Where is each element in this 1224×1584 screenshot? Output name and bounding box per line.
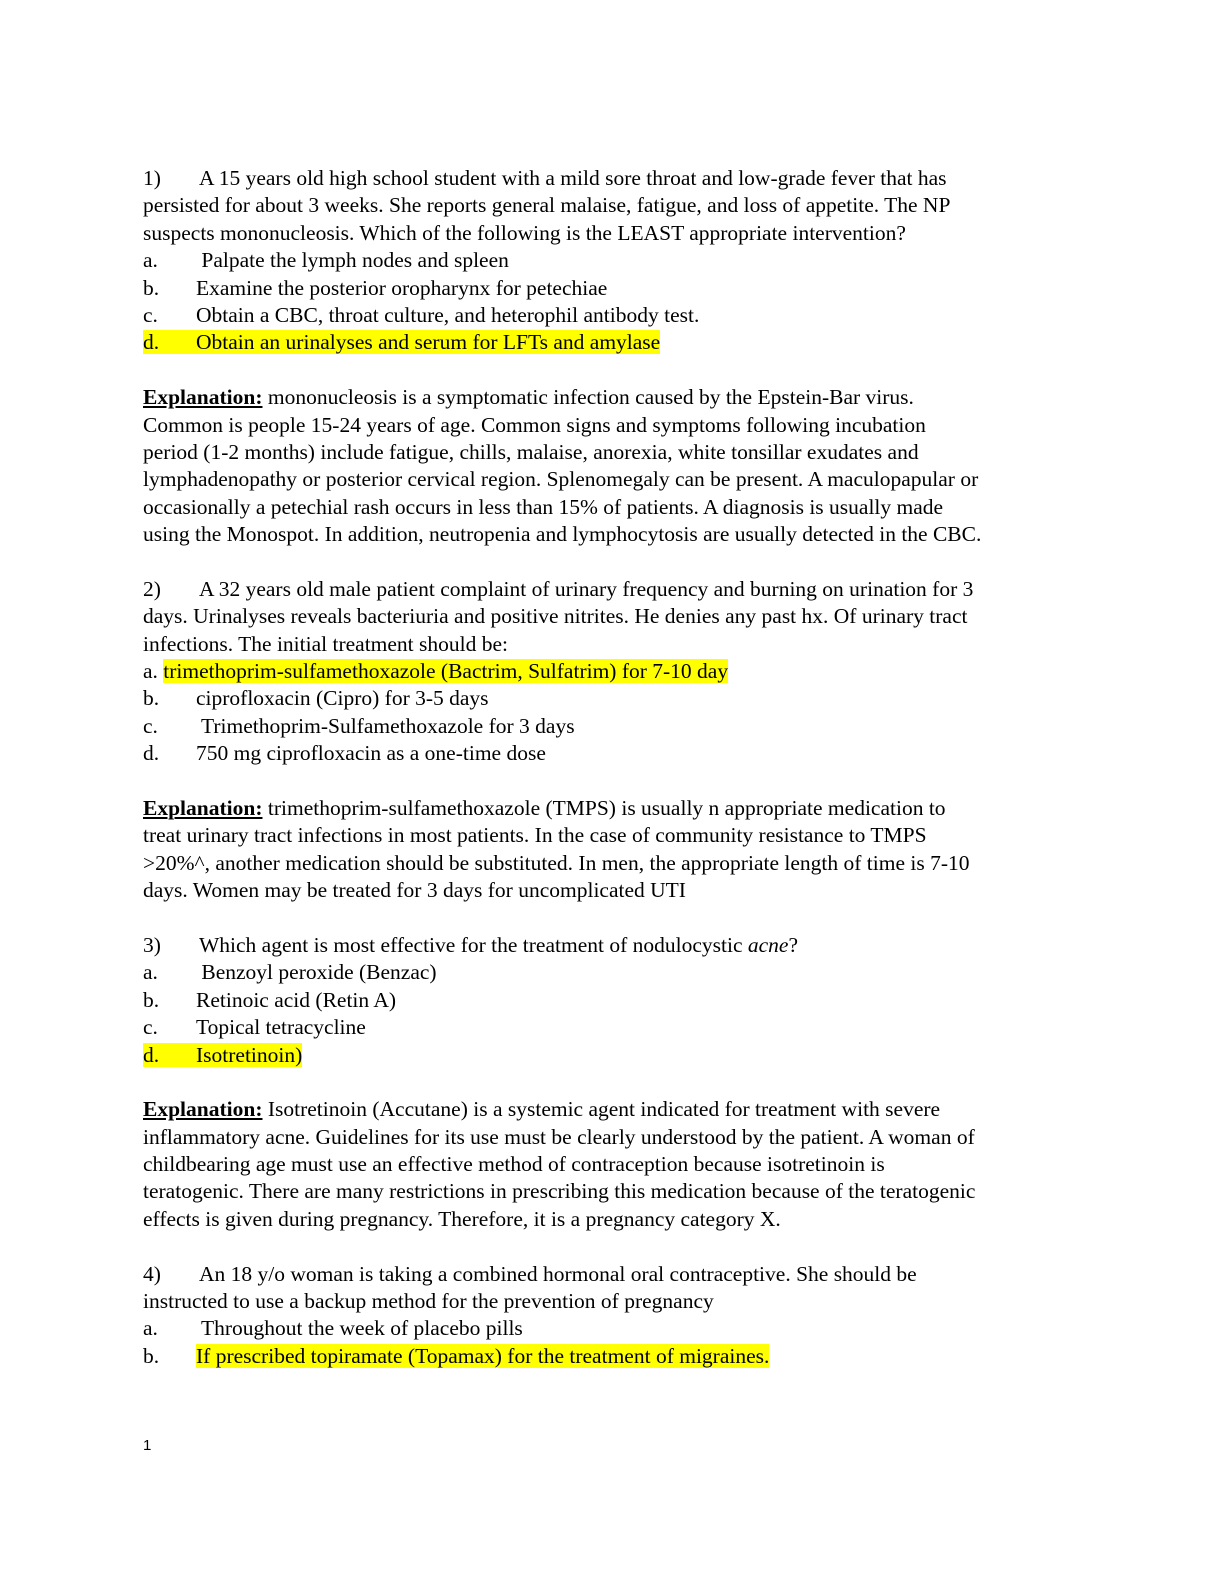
answer-option-c: [143, 302, 1083, 329]
explanation-label: Explanation:: [143, 1097, 263, 1122]
question-text: Which agent is most effective for the treatment of nodulocystic: [199, 932, 748, 957]
answer-option-d: [143, 740, 1083, 767]
explanation-text: days. Women may be treated for 3 days for uncomplicated UTI: [143, 878, 686, 903]
explanation-label: Explanation:: [143, 795, 263, 820]
question-text-suffix: ?: [788, 932, 799, 957]
question-text-italic: acne: [747, 932, 789, 957]
question-text: A 15 years old high school student with a mild sore throat and low-grade fever that has: [199, 166, 947, 190]
explanation-text: occasionally a petechial rash occurs in less than 15% of patients. A diagnosis is usually made: [143, 494, 944, 519]
option-text: 750 mg ciprofloxacin as a one-time dose: [196, 741, 546, 766]
answer-option-b-correct: [143, 1343, 1083, 1370]
option-text-highlighted: Obtain an urinalyses and serum for LFTs and amylase: [196, 330, 661, 355]
answer-option-b: [143, 685, 1083, 712]
answer-option-a: [143, 247, 1083, 274]
answer-option-b: [143, 275, 1083, 302]
answer-option-a: [143, 1315, 1083, 1342]
explanation-text: mononucleosis is a symptomatic infection caused by the Epstein-Bar virus.: [262, 385, 914, 410]
page-content: [143, 165, 1083, 1370]
explanation-text: Isotretinoin (Accutane) is a systemic agent indicated for treatment with severe: [262, 1097, 941, 1122]
option-letter: c.: [143, 302, 158, 327]
question-number: 4): [143, 1261, 161, 1286]
option-text: ciprofloxacin (Cipro) for 3-5 days: [196, 686, 489, 711]
explanation-text: >20%^, another medication should be substituted. In men, the appropriate length of time is 7-10: [143, 850, 970, 875]
question-text: An 18 y/o woman is taking a combined hormonal oral contraceptive. She should be: [199, 1261, 917, 1286]
option-text: Topical tetracycline: [196, 1015, 366, 1040]
option-text: Trimethoprim-Sulfamethoxazole for 3 days: [196, 713, 575, 738]
explanation-1: [143, 384, 1083, 548]
option-letter: c.: [143, 713, 158, 738]
explanation-text: treat urinary tract infections in most patients. In the case of community resistance to TMPS: [143, 823, 927, 848]
option-text: Examine the posterior oropharynx for petechiae: [196, 275, 608, 300]
question-stem-line: [143, 165, 1083, 192]
question-stem-line: persisted for about 3 weeks. She reports general malaise, fatigue, and loss of appetite. The NP: [143, 193, 951, 218]
option-text: Benzoyl peroxide (Benzac): [196, 960, 437, 985]
question-stem-line: [143, 1261, 1083, 1288]
question-3: [143, 932, 1083, 1233]
question-text: A 32 years old male patient complaint of urinary frequency and burning on urination for 3: [199, 576, 974, 601]
question-4: [143, 1261, 1083, 1371]
option-text: Throughout the week of placebo pills: [196, 1316, 523, 1341]
option-letter: b.: [143, 1343, 160, 1368]
option-letter: a.: [143, 248, 158, 273]
option-text: Obtain a CBC, throat culture, and heterophil antibody test.: [196, 302, 700, 327]
answer-option-d-correct: [143, 329, 1083, 356]
question-stem-line: [143, 576, 1083, 603]
page-number: 1: [143, 1437, 152, 1454]
question-stem-line: days. Urinalyses reveals bacteriuria and positive nitrites. He denies any past hx. Of urinary tract: [143, 604, 968, 629]
option-letter: a.: [143, 659, 158, 684]
answer-option-a-correct: [143, 658, 1083, 685]
option-text: Retinoic acid (Retin A): [196, 987, 397, 1012]
question-number: 3): [143, 932, 161, 957]
option-text: Palpate the lymph nodes and spleen: [196, 248, 509, 273]
explanation-text: using the Monospot. In addition, neutropenia and lymphocytosis are usually detected in the CBC.: [143, 522, 982, 547]
option-letter: b.: [143, 686, 160, 711]
option-letter: d.: [143, 1042, 160, 1067]
option-letter: a.: [143, 1316, 158, 1341]
option-text-highlighted: If prescribed topiramate (Topamax) for the treatment of migraines.: [196, 1343, 770, 1368]
explanation-3: [143, 1096, 1083, 1233]
option-letter: d.: [143, 330, 160, 355]
explanation-text: lymphadenopathy or posterior cervical region. Splenomegaly can be present. A maculopapular or: [143, 467, 979, 492]
explanation-text: effects is given during pregnancy. Therefore, it is a pregnancy category X.: [143, 1206, 781, 1231]
option-letter: a.: [143, 960, 158, 985]
answer-option-d-correct: [143, 1042, 1083, 1069]
question-2: [143, 576, 1083, 905]
question-number: 2): [143, 576, 161, 601]
answer-option-b: [143, 987, 1083, 1014]
question-stem-line: suspects mononucleosis. Which of the following is the LEAST appropriate intervention?: [143, 220, 906, 245]
explanation-text: period (1-2 months) include fatigue, chills, malaise, anorexia, white tonsillar exudates and: [143, 439, 919, 464]
option-letter: d.: [143, 741, 160, 766]
explanation-text: childbearing age must use an effective method of contraception because isotretinoin is: [143, 1152, 885, 1177]
option-letter: b.: [143, 275, 160, 300]
question-number: 1): [143, 166, 161, 190]
question-stem-line: instructed to use a backup method for the prevention of pregnancy: [143, 1289, 714, 1314]
explanation-2: [143, 795, 1083, 905]
explanation-text: trimethoprim-sulfamethoxazole (TMPS) is usually n appropriate medication to: [262, 795, 946, 820]
explanation-text: teratogenic. There are many restrictions in prescribing this medication because of the teratogenic: [143, 1179, 976, 1204]
option-letter: b.: [143, 987, 160, 1012]
explanation-text: inflammatory acne. Guidelines for its use must be clearly understood by the patient. A woman of: [143, 1124, 975, 1149]
answer-option-c: [143, 1014, 1083, 1041]
explanation-text: Common is people 15-24 years of age. Common signs and symptoms following incubation: [143, 412, 926, 437]
question-1: [143, 165, 1083, 548]
explanation-label: Explanation:: [143, 385, 263, 410]
question-stem-line: infections. The initial treatment should be:: [143, 631, 509, 656]
option-letter: c.: [143, 1015, 158, 1040]
option-text-highlighted: Isotretinoin): [196, 1042, 303, 1067]
answer-option-a: [143, 959, 1083, 986]
answer-option-c: [143, 713, 1083, 740]
option-text-highlighted: trimethoprim-sulfamethoxazole (Bactrim, Sulfatrim) for 7-10 day: [163, 659, 729, 684]
question-stem-line: [143, 932, 1083, 959]
